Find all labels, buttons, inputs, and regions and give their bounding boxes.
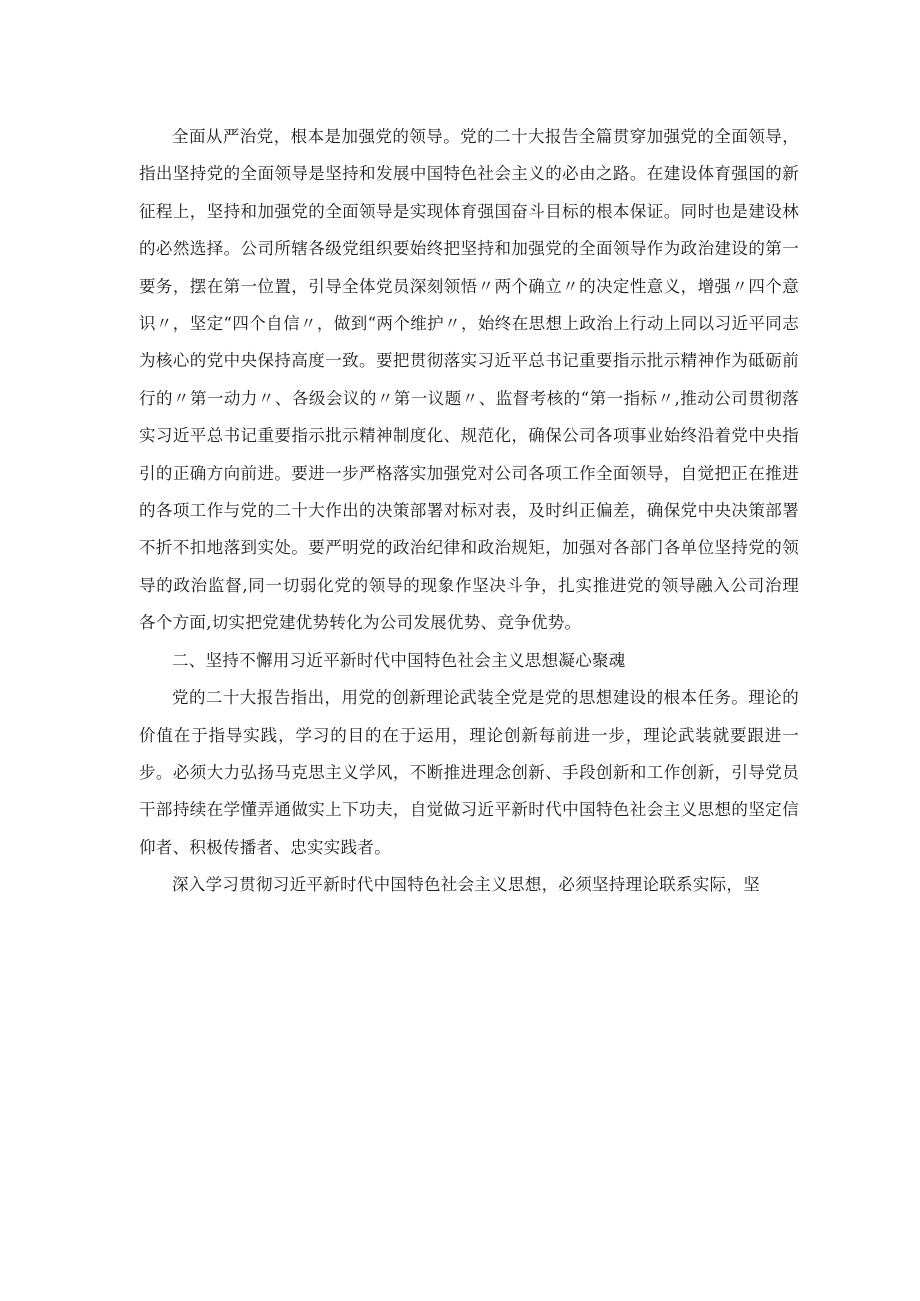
paragraph-theory-practice: 深入学习贯彻习近平新时代中国特色社会主义思想，必须坚持理论联系实际，坚 [172, 875, 760, 895]
section-heading: 二、坚持不懈用习近平新时代中国特色社会主义思想凝心聚魂 [172, 650, 626, 670]
paragraph-theory-armament: 党的二十大报告指出，用党的创新理论武装全党是党的思想建设的根本任务。理论的价值在于指导实践，学习的目的在于运用，理论创新每前进一步，理论武装就要跟进一步。必须大力弘扬马克思主义学风，不断推进理念创新、手段创新和工作创新，引导党员干部持续在学懂弄通做实上下功夫，自觉做习近平新时代中国特色社会主义思想的坚定信仰者、积极传播者、忠实实践者。 [139, 688, 799, 857]
document-body [139, 118, 799, 904]
paragraph-party-leadership: 全面从严治党，根本是加强党的领导。党的二十大报告全篇贯穿加强党的全面领导，指出坚持党的全面领导是坚持和发展中国特色社会主义的必由之路。在建设体育强国的新征程上，坚持和加强党的全面领导是实现体育强国奋斗目标的根本保证。同时也是建设林的必然选择。公司所辖各级党组织要始终把坚持和加强党的全面领导作为政治建设的第一要务，摆在第一位置，引导全体党员深刻领悟〃两个确立〃的决定性意义，增强〃四个意识〃，坚定“四个自信〃，做到“两个维护〃，始终在思想上政治上行动上同以习近平同志为核心的党中央保持高度一致。要把贯彻落实习近平总书记重要指示批示精神作为砥砺前行的〃第一动力〃、各级会议的〃第一议题〃、监督考核的“第一指标〃,推动公司贯彻落实习近平总书记重要指示批示精神制度化、规范化，确保公司各项事业始终沿着党中央指引的正确方向前进。要进一步严格落实加强党对公司各项工作全面领导，自觉把正在推进的各项工作与党的二十大作出的决策部署对标对表，及时纠正偏差，确保党中央决策部署不折不扣地落到实处。要严明党的政治纪律和政治规矩，加强对各部门各单位坚持党的领导的政治监督,同一切弱化党的领导的现象作坚决斗争，扎实推进党的领导融入公司治理各个方面,切实把党建优势转化为公司发展优势、竞争优势。 [139, 127, 799, 633]
